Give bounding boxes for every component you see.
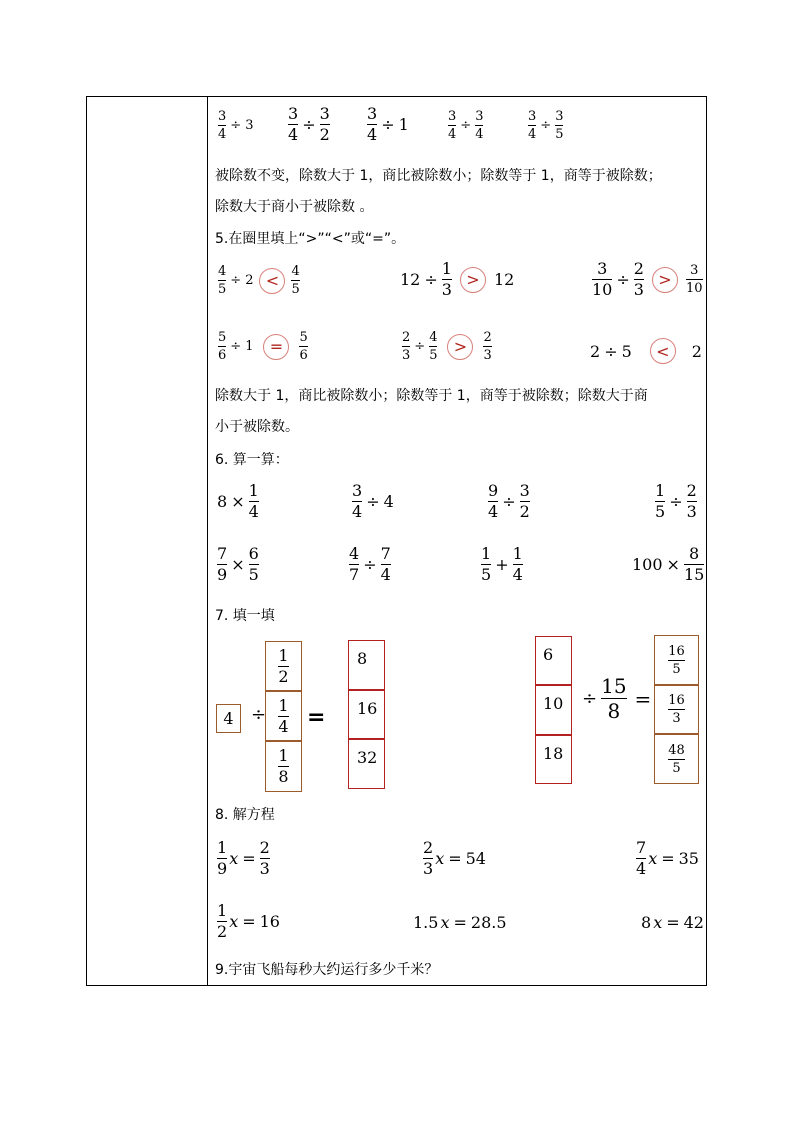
compare-circle[interactable]: > (447, 334, 473, 360)
q5-note-line1: 除数大于 1，商比被除数小；除数等于 1，商等于被除数；除数大于商 (215, 388, 648, 404)
q6-title: 6. 算一算： (215, 452, 289, 468)
q5-item-6: 2 ÷ 5 < 2 (590, 338, 702, 364)
q4-expr-5: 3 4 ÷ 3 5 (528, 109, 564, 142)
q7-result-box[interactable]: 16 (348, 690, 385, 739)
q8-equation-5: 1.5 x = 28.5 (413, 913, 507, 932)
q5-item-5: 2 3 ÷ 4 5 > 2 3 (402, 330, 492, 363)
q7-divisor-box[interactable]: 1 4 (265, 691, 302, 741)
compare-circle[interactable]: < (650, 338, 676, 364)
q7-left-input[interactable]: 4 (216, 704, 241, 733)
q7-right-result-box[interactable]: 16 3 (654, 685, 699, 734)
q7-dividend-box[interactable]: 18 (535, 735, 572, 784)
q5-item-4: 5 6 ÷ 1 = 5 6 (218, 330, 308, 363)
q4-note-line1: 被除数不变，除数大于 1，商比被除数小；除数等于 1，商等于被除数； (215, 168, 662, 184)
q7-right-result-box[interactable]: 16 5 (654, 635, 699, 685)
q6-item-7: 1 5 + 1 4 (481, 544, 523, 584)
q8-equation-2: 2 3 x = 54 (423, 838, 486, 878)
q6-item-8: 100 × 8 15 (632, 544, 705, 584)
q6-item-1: 8 × 1 4 (217, 481, 259, 521)
q7-right-result-box[interactable]: 48 5 (654, 734, 699, 784)
q7-result-box[interactable]: 8 (348, 640, 385, 690)
q4-expr-4: 3 4 ÷ 3 4 (448, 109, 484, 142)
q7-divide-sign: ÷ (251, 704, 267, 725)
q8-equation-3: 7 4 x = 35 (636, 838, 699, 878)
q6-item-6: 4 7 ÷ 7 4 (349, 544, 391, 584)
q7-divisor-box[interactable]: 1 2 (265, 641, 302, 691)
q8-title: 8. 解方程 (215, 807, 275, 823)
q4-note-line2: 除数大于商小于被除数 。 (215, 199, 374, 215)
q5-item-3: 3 10 ÷ 2 3 > 3 10 (592, 259, 703, 299)
q4-expr-1: 3 4 ÷ 3 (218, 109, 254, 142)
compare-circle[interactable]: > (652, 267, 678, 293)
q6-item-3: 9 4 ÷ 3 2 (488, 481, 530, 521)
q6-item-5: 7 9 × 6 5 (217, 544, 259, 584)
q8-equation-4: 1 2 x = 16 (217, 901, 280, 941)
q9-title: 9.宇宙飞船每秒大约运行多少千米？ (215, 962, 439, 978)
q5-title: 5.在圈里填上“>”“<”或“=”。 (215, 231, 406, 247)
q6-item-4: 1 5 ÷ 2 3 (655, 481, 697, 521)
table-column-divider (207, 96, 208, 986)
q5-note-line2: 小于被除数。 (215, 419, 299, 435)
q7-title: 7. 填一填 (215, 608, 275, 624)
q5-item-2: 12 ÷ 1 3 > 12 (400, 259, 515, 299)
q4-expr-3: 3 4 ÷ 1 (367, 104, 409, 144)
compare-circle[interactable]: < (259, 268, 285, 294)
q7-dividend-box[interactable]: 6 (535, 636, 572, 685)
q7-right-divisor: ÷ 15 8 = (582, 674, 652, 723)
compare-circle[interactable]: > (460, 267, 486, 293)
compare-circle[interactable]: = (263, 334, 289, 360)
q7-equals: = (307, 705, 326, 730)
q8-equation-6: 8 x = 42 (641, 913, 704, 932)
q6-item-2: 3 4 ÷ 4 (352, 481, 394, 521)
q4-expr-2: 3 4 ÷ 3 2 (288, 104, 330, 144)
q8-equation-1: 1 9 x = 2 3 (217, 838, 270, 878)
q7-dividend-box[interactable]: 10 (535, 685, 572, 735)
q7-result-box[interactable]: 32 (348, 739, 385, 789)
q5-item-1: 4 5 ÷ 2 < 4 5 (218, 264, 300, 297)
q7-divisor-box[interactable]: 1 8 (265, 741, 302, 792)
